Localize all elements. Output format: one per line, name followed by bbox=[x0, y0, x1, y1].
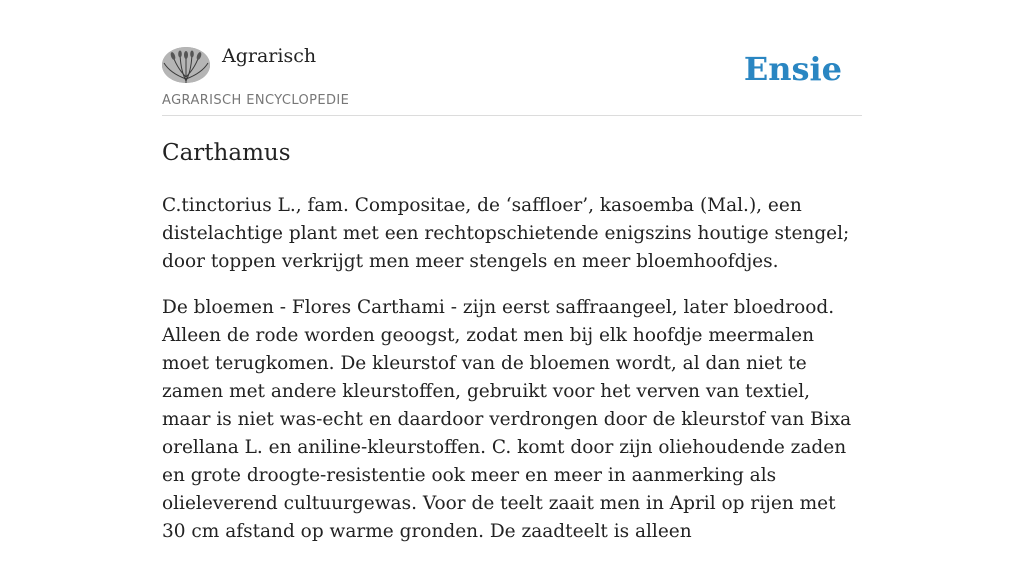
article-paragraph: De bloemen - Flores Carthami - zijn eerst saffraangeel, later bloedrood. Alleen de rode worden geoogst, zodat men bij elk hoofdje meermalen moet terugkomen. De kleurstof van de bloemen wordt, al dan niet te zamen met andere kleurstoffen, gebruikt voor het verven van textiel, maar is niet was-echt en daardoor verdrongen door de kleurstof van Bixa orellana L. en aniline-kleurstoffen. C. komt door zijn oliehoudende zaden en grote droogte-resistentie ook meer en meer in aanmerking als olieleverend cultuurgewas. Voor de teelt zaait men in April op rijen met 30 cm afstand op warme gronden. De zaadteelt is alleen bbox=[162, 297, 852, 542]
article-body bbox=[162, 192, 862, 564]
brand-logo[interactable]: Ensie bbox=[743, 50, 842, 88]
header bbox=[162, 0, 862, 116]
source-subtitle: AGRARISCH ENCYCLOPEDIE bbox=[162, 93, 350, 108]
wheat-engraving-icon[interactable] bbox=[162, 47, 210, 83]
article-title: Carthamus bbox=[162, 140, 291, 166]
page bbox=[162, 0, 862, 542]
source-name[interactable]: Agrarisch bbox=[222, 45, 317, 67]
article-paragraph: C.tinctorius L., fam. Compositae, de ‘saffloer’, kasoemba (Mal.), een distelachtige plant met een rechtopschietende enigszins houtige stengel; door toppen verkrijgt men meer stengels en meer bloemhoofdjes. bbox=[162, 195, 850, 272]
